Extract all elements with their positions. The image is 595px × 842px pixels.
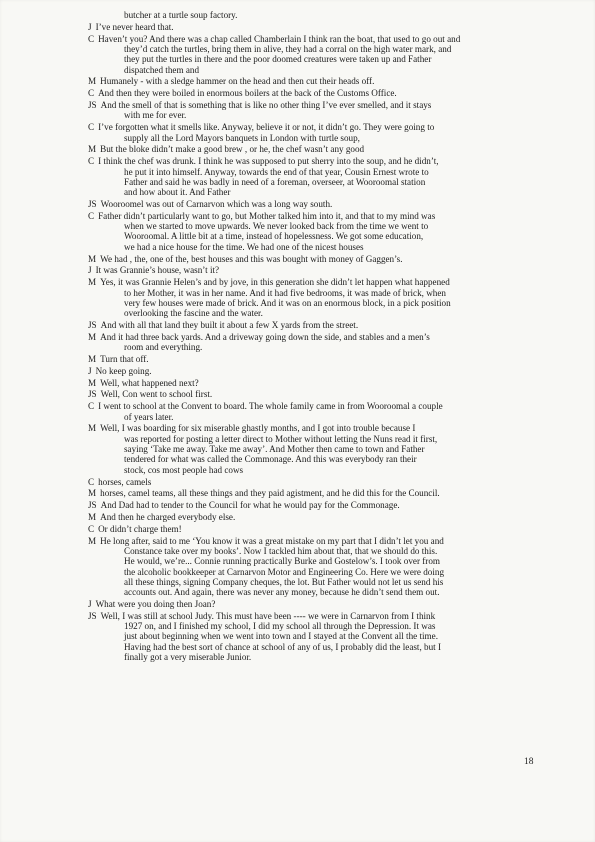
entry-continuation-line: [88, 308, 520, 318]
entry-first-line: [88, 22, 520, 32]
line-text: Yes, it was Grannie Helen’s and by jove, in this generation she didn’t let happen what happened: [100, 277, 450, 288]
entry-continuation-line: [88, 556, 520, 566]
line-text: And Dad had to tender to the Council for what he would pay for the Commonage.: [100, 500, 400, 511]
entry-first-line: [88, 320, 520, 330]
speaker-label: M: [88, 423, 97, 434]
transcript-entry: [88, 34, 520, 75]
line-text: Father didn’t particularly want to go, but Mother talked him into it, and that to my mind was: [98, 210, 436, 221]
speaker-label: C: [88, 156, 95, 167]
entry-continuation-line: [88, 242, 520, 252]
line-text: We had , the, one of the, best houses and this was bought with money of Gaggen’s.: [100, 253, 403, 264]
line-text: Turn that off.: [100, 353, 149, 364]
line-text: Father and said he was badly in need of a foreman, overseer, at Wooroomal station: [124, 176, 426, 187]
entry-first-line: [88, 366, 520, 376]
line-text: to her Mother, it was in her name. And it had five bedrooms, it was made of brick, when: [124, 287, 446, 298]
speaker-label: C: [88, 476, 95, 487]
transcript-entry: [88, 378, 520, 388]
line-text: he put it into himself. Anyway, towards the end of that year, Cousin Ernest wrote to: [124, 166, 429, 177]
entry-first-line: [88, 76, 520, 86]
speaker-label: M: [88, 253, 97, 264]
entry-continuation-line: [88, 546, 520, 556]
line-text: tendered for what was called the Commonage. And this was everybody ran their: [124, 454, 417, 465]
speaker-label: C: [88, 523, 95, 534]
transcript-entry: [88, 366, 520, 376]
entry-first-line: [88, 100, 520, 110]
line-text: I’ve forgotten what it smells like. Anyway, believe it or not, it didn’t go. They were going to: [98, 122, 435, 133]
line-text: And it had three back yards. And a driveway going down the side, and stables and a men’s: [100, 331, 430, 342]
transcript-entry: [88, 500, 520, 510]
transcript-entry: [88, 122, 520, 143]
entry-first-line: [88, 10, 520, 20]
speaker-label: M: [88, 488, 97, 499]
transcript-entry: [88, 211, 520, 252]
transcript-entry: [88, 10, 520, 20]
speaker-label: M: [88, 377, 97, 388]
transcript-entry: [88, 536, 520, 598]
speaker-label: C: [88, 33, 95, 44]
line-text: room and everything.: [124, 342, 203, 353]
entry-continuation-line: [88, 298, 520, 308]
entry-continuation-line: [88, 177, 520, 187]
speaker-label: M: [88, 353, 97, 364]
entry-first-line: [88, 88, 520, 98]
entry-first-line: [88, 401, 520, 411]
line-text: accounts out. And again, there was never any money, because he didn’t send them out.: [124, 587, 440, 598]
entry-first-line: [88, 423, 520, 433]
line-text: with me for ever.: [124, 110, 187, 121]
transcript-entry: [88, 401, 520, 422]
transcript-entry: [88, 423, 520, 474]
line-text: supply all the Lord Mayors banquets in London with turtle soup,: [124, 132, 360, 143]
entry-first-line: [88, 254, 520, 264]
transcript-entry: [88, 76, 520, 86]
entry-first-line: [88, 378, 520, 388]
entry-first-line: [88, 477, 520, 487]
entry-continuation-line: [88, 642, 520, 652]
entry-first-line: [88, 500, 520, 510]
transcript-body: [88, 10, 520, 664]
line-text: saying ‘Take me away. Take me away’. And Mother then came to town and Father: [124, 444, 425, 455]
line-text: overlooking the fascine and the water.: [124, 308, 263, 319]
speaker-label: M: [88, 331, 97, 342]
speaker-label: JS: [88, 319, 97, 330]
line-text: of years later.: [124, 411, 174, 422]
line-text: Well, Con went to school first.: [100, 389, 213, 400]
entry-first-line: [88, 611, 520, 621]
line-text: horses, camel teams, all these things and they paid agistment, and he did this for the Council.: [100, 488, 440, 499]
line-text: they put the turtles in there and the poor doomed creatures were taken up and Father: [124, 54, 432, 65]
transcript-entry: [88, 512, 520, 522]
speaker-label: M: [88, 144, 97, 155]
line-text: horses, camels: [98, 476, 152, 487]
transcript-entry: [88, 524, 520, 534]
line-text: And with all that land they built it about a few X yards from the street.: [100, 319, 359, 330]
entry-continuation-line: [88, 231, 520, 241]
entry-continuation-line: [88, 288, 520, 298]
entry-first-line: [88, 211, 520, 221]
line-text: all these things, signing Company cheques, the lot. But Father would not let us send his: [124, 576, 444, 587]
speaker-label: J: [88, 365, 92, 376]
transcript-entry: [88, 599, 520, 609]
transcript-entry: [88, 320, 520, 330]
speaker-label: J: [88, 599, 92, 610]
entry-continuation-line: [88, 412, 520, 422]
line-text: butcher at a turtle soup factory.: [124, 10, 238, 20]
transcript-entry: [88, 88, 520, 98]
line-text: Constance take over my books’. Now I tackled him about that, that we should do this.: [124, 546, 438, 557]
entry-continuation-line: [88, 465, 520, 475]
line-text: the alcoholic bookkeeper at Carnarvon Motor and Engineering Co. Here we were doing: [124, 566, 445, 577]
speaker-label: JS: [88, 198, 97, 209]
line-text: Humanely - with a sledge hammer on the head and then cut their heads off.: [100, 76, 375, 87]
line-text: Haven’t you? And there was a chap called Chamberlain I think ran the boat, that used to go out and: [98, 33, 461, 44]
line-text: stock, cos most people had cows: [124, 464, 244, 475]
line-text: when we started to move upwards. We never looked back from the time we went to: [124, 221, 429, 232]
entry-first-line: [88, 199, 520, 209]
entry-first-line: [88, 122, 520, 132]
line-text: 1927 on, and I finished my school, I did my school all through the Depression. It was: [124, 621, 436, 632]
transcript-entry: [88, 144, 520, 154]
transcript-entry: [88, 477, 520, 487]
entry-continuation-line: [88, 577, 520, 587]
transcript-entry: [88, 277, 520, 318]
entry-continuation-line: [88, 44, 520, 54]
entry-first-line: [88, 156, 520, 166]
entry-continuation-line: [88, 652, 520, 662]
entry-first-line: [88, 34, 520, 44]
speaker-label: JS: [88, 610, 97, 621]
line-text: And then he charged everybody else.: [100, 512, 236, 523]
line-text: What were you doing then Joan?: [95, 599, 216, 610]
speaker-label: C: [88, 401, 95, 412]
entry-first-line: [88, 389, 520, 399]
line-text: I’ve never heard that.: [95, 21, 174, 32]
speaker-label: J: [88, 265, 92, 276]
entry-continuation-line: [88, 65, 520, 75]
line-text: Well, I was boarding for six miserable ghastly months, and I got into trouble because I: [100, 423, 416, 434]
entry-first-line: [88, 599, 520, 609]
speaker-label: M: [88, 512, 97, 523]
entry-first-line: [88, 512, 520, 522]
line-text: I went to school at the Convent to board. The whole family came in from Wooroomal a couple: [98, 401, 443, 412]
transcript-entry: [88, 488, 520, 498]
line-text: He long after, said to me ‘You know it was a great mistake on my part that I didn’t let you and: [100, 535, 444, 546]
entry-continuation-line: [88, 621, 520, 631]
page-number: 18: [524, 757, 534, 767]
line-text: Having had the best sort of chance at school of any of us, I probably did the least, but I: [124, 641, 442, 652]
entry-first-line: [88, 524, 520, 534]
line-text: And the smell of that is something that is like no other thing I’ve ever smelled, and it stays: [100, 100, 432, 111]
entry-first-line: [88, 144, 520, 154]
entry-first-line: [88, 354, 520, 364]
entry-first-line: [88, 277, 520, 287]
entry-continuation-line: [88, 167, 520, 177]
line-text: No keep going.: [95, 365, 152, 376]
entry-continuation-line: [88, 133, 520, 143]
line-text: very few houses were made of brick. And it was on an enormous block, in a pick position: [124, 297, 451, 308]
line-text: we had a nice house for the time. We had one of the nicest houses: [124, 241, 364, 252]
entry-continuation-line: [88, 187, 520, 197]
speaker-label: C: [88, 122, 95, 133]
transcript-entry: [88, 254, 520, 264]
speaker-label: JS: [88, 389, 97, 400]
line-text: I think the chef was drunk. I think he was supposed to put sherry into the soup, and he didn’t,: [98, 156, 439, 167]
transcript-entry: [88, 100, 520, 121]
line-text: Well, I was still at school Judy. This must have been ---- we were in Carnarvon from I think: [100, 610, 436, 621]
transcript-entry: [88, 332, 520, 353]
entry-continuation-line: [88, 221, 520, 231]
entry-first-line: [88, 265, 520, 275]
line-text: dispatched them and: [124, 64, 200, 75]
entry-first-line: [88, 488, 520, 498]
entry-first-line: [88, 536, 520, 546]
speaker-label: M: [88, 277, 97, 288]
line-text: just about beginning when we went into town and I stayed at the Convent all the time.: [124, 631, 438, 642]
line-text: was reported for posting a letter direct to Mother without letting the Nuns read it first,: [124, 433, 438, 444]
entry-continuation-line: [88, 444, 520, 454]
speaker-label: JS: [88, 100, 97, 111]
line-text: He would, we’re... Connie running practically Burke and Gostelow’s. I took over from: [124, 556, 441, 567]
transcript-entry: [88, 611, 520, 662]
entry-first-line: [88, 332, 520, 342]
entry-continuation-line: [88, 454, 520, 464]
line-text: But the bloke didn’t make a good brew , or he, the chef wasn’t any good: [100, 144, 365, 155]
entry-continuation-line: [88, 587, 520, 597]
transcript-entry: [88, 156, 520, 197]
entry-continuation-line: [88, 54, 520, 64]
line-text: Or didn’t charge them!: [98, 523, 182, 534]
line-text: finally got a very miserable Junior.: [124, 652, 252, 663]
transcript-entry: [88, 354, 520, 364]
speaker-label: M: [88, 76, 97, 87]
speaker-label: J: [88, 21, 92, 32]
line-text: Well, what happened next?: [100, 377, 199, 388]
transcript-entry: [88, 199, 520, 209]
speaker-label: C: [88, 210, 95, 221]
line-text: And then they were boiled in enormous boilers at the back of the Customs Office.: [98, 88, 397, 99]
transcript-entry: [88, 265, 520, 275]
entry-continuation-line: [88, 567, 520, 577]
entry-continuation-line: [88, 631, 520, 641]
line-text: Wooroomel was out of Carnarvon which was a long way south.: [100, 198, 333, 209]
entry-continuation-line: [88, 434, 520, 444]
entry-continuation-line: [88, 342, 520, 352]
line-text: Wooroomal. A little bit at a time, instead of hopelessness. We got some education,: [124, 231, 424, 242]
transcript-entry: [88, 389, 520, 399]
line-text: they’d catch the turtles, bring them in alive, they had a corral on the high water mark, and: [124, 43, 452, 54]
speaker-label: M: [88, 535, 97, 546]
speaker-label: JS: [88, 500, 97, 511]
speaker-label: C: [88, 88, 95, 99]
line-text: It was Grannie’s house, wasn’t it?: [95, 265, 220, 276]
entry-continuation-line: [88, 110, 520, 120]
line-text: and how about it. And Father: [124, 187, 231, 198]
transcript-entry: [88, 22, 520, 32]
